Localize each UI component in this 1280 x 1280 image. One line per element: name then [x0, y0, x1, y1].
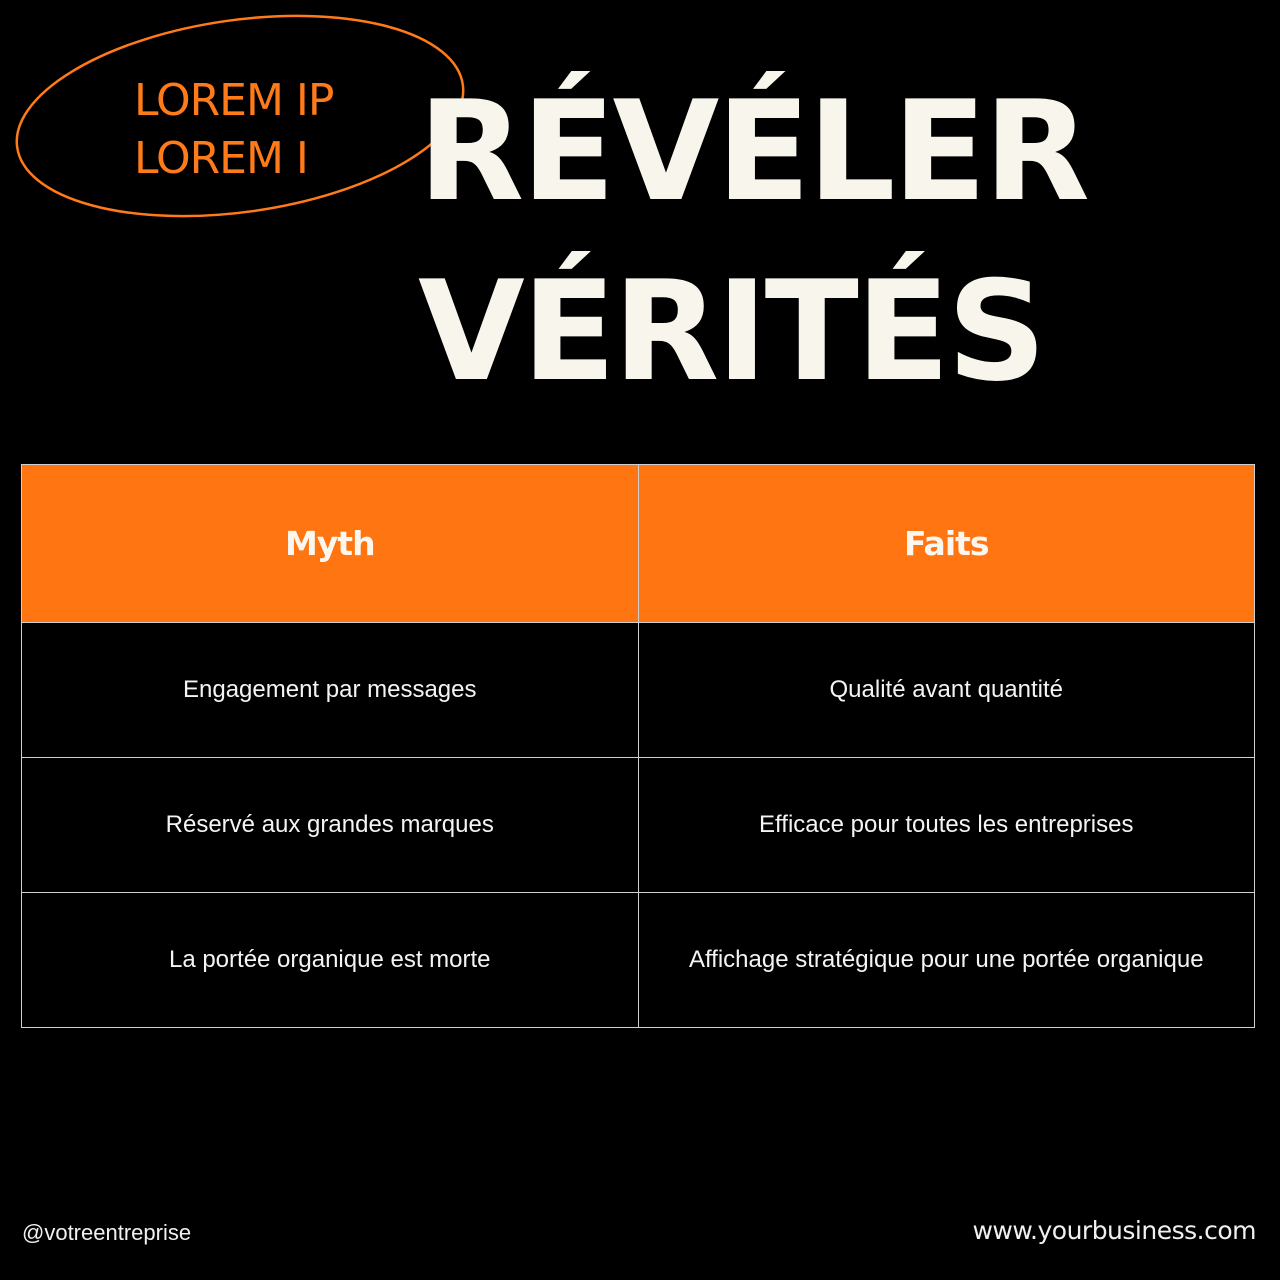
myth-cell: La portée organique est morte [22, 893, 639, 1028]
header-faits: Faits [638, 465, 1255, 623]
table-row [22, 893, 1255, 1028]
fact-cell: Qualité avant quantité [638, 623, 1255, 758]
fact-cell: Efficace pour toutes les entreprises [638, 758, 1255, 893]
headline-line-2: VÉRITÉS [418, 251, 1044, 412]
table-row [22, 623, 1255, 758]
headline-line-1: RÉVÉLER [418, 71, 1088, 232]
header-myth: Myth [22, 465, 639, 623]
badge-text [134, 72, 333, 188]
myth-cell: Engagement par messages [22, 623, 639, 758]
myth-cell: Réservé aux grandes marques [22, 758, 639, 893]
table-header-row [22, 465, 1255, 623]
website-url: www.yourbusiness.com [972, 1216, 1256, 1245]
headline [418, 62, 1087, 422]
badge-line-1: LOREM IP [134, 75, 334, 126]
fact-cell: Affichage stratégique pour une portée organique [638, 893, 1255, 1028]
badge-line-2: LOREM I [134, 133, 308, 184]
social-handle: @votreentreprise [22, 1220, 192, 1245]
table-row [22, 758, 1255, 893]
myth-facts-table [21, 464, 1255, 1028]
